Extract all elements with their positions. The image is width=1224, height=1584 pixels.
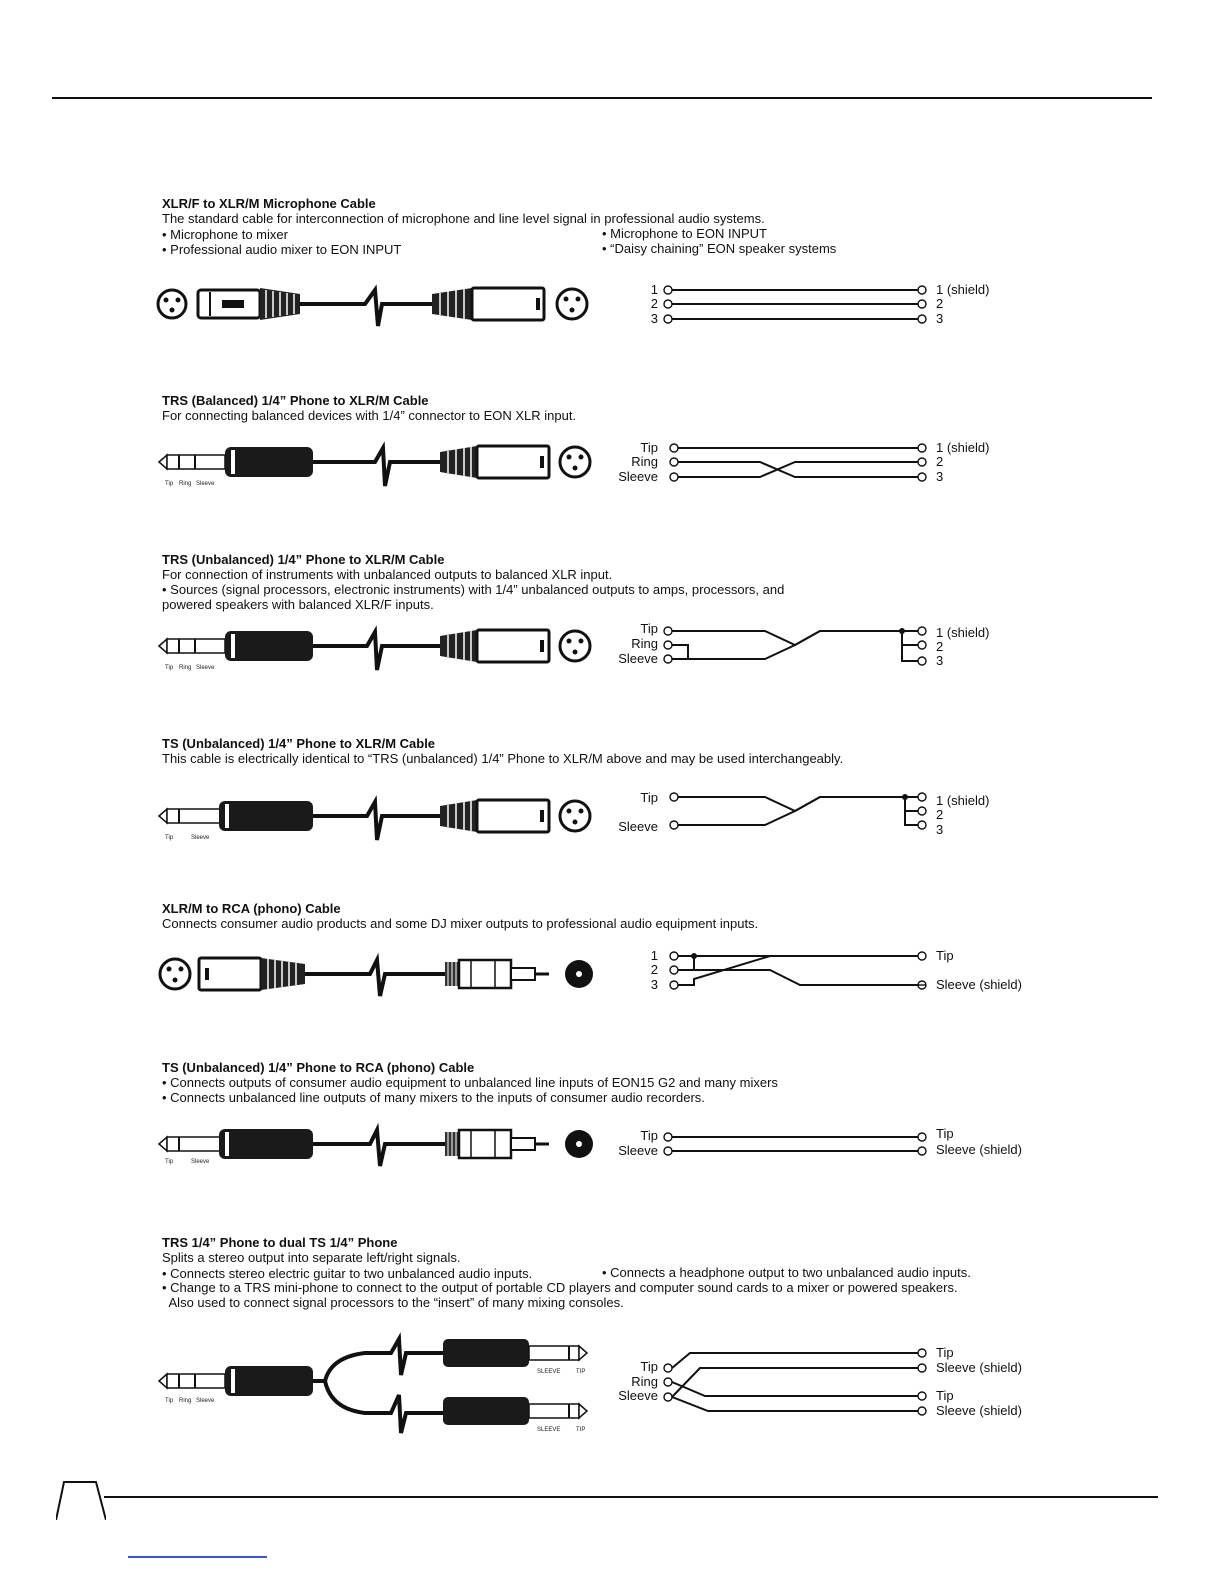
bullet-item: • Microphone to EON INPUT [602, 226, 767, 241]
trs-unbal-xlr-cable-illustration [155, 620, 605, 676]
plug-label: Sleeve [191, 1159, 210, 1165]
plug-label: Ring [179, 665, 192, 671]
trs-unbal-xlr-wiring-diagram [600, 621, 1030, 671]
section-description: Also used to connect signal processors to the “insert” of many mixing consoles. [162, 1295, 624, 1310]
wiring-right-label: 1 (shield) [936, 282, 990, 297]
wiring-left-label: Ring [631, 636, 658, 651]
wiring-right-label: 1 (shield) [936, 625, 990, 640]
section-title: TRS (Balanced) 1/4” Phone to XLR/M Cable [162, 393, 429, 408]
section-description: The standard cable for interconnection of microphone and line level signal in professional audio systems. [162, 211, 765, 226]
section-description: powered speakers with balanced XLR/F inputs. [162, 597, 434, 612]
section-ts-rca [162, 1060, 1062, 1105]
section-description: Connects consumer audio products and some DJ mixer outputs to professional audio equipment inputs. [162, 916, 759, 931]
section-description: Splits a stereo output into separate left/right signals. [162, 1250, 461, 1265]
wiring-right-label: Sleeve (shield) [936, 1403, 1022, 1418]
xlr-xlr-wiring-diagram [600, 280, 1030, 330]
plug-label: Sleeve [196, 1398, 215, 1404]
plug-label: TIP [576, 1369, 586, 1375]
plug-label: Tip [165, 1159, 174, 1165]
wiring-left-label: 2 [650, 962, 658, 977]
section-title: TRS (Unbalanced) 1/4” Phone to XLR/M Cable [162, 552, 445, 567]
wiring-left-label: Tip [640, 1359, 658, 1374]
wiring-left-label: Ring [631, 1374, 658, 1389]
ts-rca-cable-illustration [155, 1118, 605, 1174]
footer-rule [104, 1496, 1158, 1498]
wiring-right-label: Tip [936, 1388, 954, 1403]
wiring-left-label: Tip [640, 440, 658, 455]
xlr-rca-wiring-diagram [600, 946, 1030, 996]
footer-link-underline [128, 1556, 267, 1558]
wiring-left-label: 1 [650, 282, 658, 297]
wiring-right-label: 3 [936, 311, 944, 326]
section-xlr-rca [162, 901, 1062, 931]
wiring-right-label: 2 [936, 454, 944, 469]
plug-label: Tip [165, 1398, 174, 1404]
wiring-left-label: Sleeve [618, 469, 658, 484]
wiring-left-label: Tip [640, 790, 658, 805]
section-title: TS (Unbalanced) 1/4” Phone to XLR/M Cable [162, 736, 436, 751]
bullet-item: • Connects a headphone output to two unbalanced audio inputs. [602, 1265, 971, 1280]
section-ts-unbalanced-xlr [162, 736, 1062, 766]
section-trs-balanced-xlr [162, 393, 1062, 423]
trs-dual-ts-cable-illustration [155, 1335, 605, 1435]
section-title: XLR/F to XLR/M Microphone Cable [162, 196, 376, 211]
section-xlr-xlr [162, 196, 1062, 256]
wiring-right-label: Sleeve (shield) [936, 1360, 1022, 1375]
wiring-right-label: Sleeve (shield) [936, 977, 1022, 992]
plug-label: Sleeve [191, 835, 210, 841]
wiring-right-label: 2 [936, 807, 944, 822]
plug-label: Tip [165, 665, 174, 671]
bullet-row [162, 1265, 1162, 1280]
section-title: TRS 1/4” Phone to dual TS 1/4” Phone [162, 1235, 398, 1250]
section-description: • Change to a TRS mini-phone to connect to the output of portable CD players and computer sound cards to a mixer or powered speakers. [162, 1280, 958, 1295]
wiring-left-label: Sleeve [618, 819, 658, 834]
wiring-left-label: 3 [650, 977, 658, 992]
plug-label: Ring [179, 1398, 192, 1404]
wiring-left-label: Ring [631, 454, 658, 469]
wiring-right-label: 1 (shield) [936, 440, 990, 455]
wiring-right-label: 1 (shield) [936, 793, 990, 808]
section-title: XLR/M to RCA (phono) Cable [162, 901, 341, 916]
plug-label: Ring [179, 481, 192, 487]
wiring-left-label: Tip [640, 1128, 658, 1143]
plug-label: Sleeve [196, 665, 215, 671]
page-tab [56, 1478, 106, 1520]
wiring-right-label: 3 [936, 822, 944, 837]
wiring-left-label: Sleeve [618, 1388, 658, 1403]
section-description: • Connects outputs of consumer audio equipment to unbalanced line inputs of EON15 G2 and many mixers [162, 1075, 778, 1090]
ts-xlr-wiring-diagram [600, 788, 1030, 838]
section-description: • Connects unbalanced line outputs of many mixers to the inputs of consumer audio recorders. [162, 1090, 705, 1105]
bullet-item: • “Daisy chaining” EON speaker systems [602, 241, 837, 256]
wiring-right-label: 2 [936, 639, 944, 654]
plug-label: Tip [165, 835, 174, 841]
wiring-left-label: 2 [650, 296, 658, 311]
ts-rca-wiring-diagram [600, 1126, 1030, 1162]
section-description: This cable is electrically identical to “TRS (unbalanced) 1/4” Phone to XLR/M above and may be used interchangeably. [162, 751, 844, 766]
wiring-right-label: Tip [936, 948, 954, 963]
section-title: TS (Unbalanced) 1/4” Phone to RCA (phono) Cable [162, 1060, 475, 1075]
wiring-right-label: 3 [936, 469, 944, 484]
plug-label: TIP [576, 1427, 586, 1433]
plug-label: SLEEVE [537, 1369, 561, 1375]
bullet-row [162, 241, 1062, 256]
section-trs-unbalanced-xlr [162, 552, 1062, 612]
bullet-item: • Professional audio mixer to EON INPUT [162, 242, 402, 257]
wiring-left-label: Sleeve [618, 651, 658, 666]
ts-xlr-cable-illustration [155, 790, 605, 846]
bullet-item: • Microphone to mixer [162, 227, 288, 242]
plug-label: Sleeve [196, 481, 215, 487]
wiring-right-label: Tip [936, 1126, 954, 1141]
wiring-right-label: Sleeve (shield) [936, 1142, 1022, 1157]
wiring-right-label: Tip [936, 1345, 954, 1360]
xlr-xlr-cable-illustration [150, 272, 610, 342]
bullet-item: • Connects stereo electric guitar to two unbalanced audio inputs. [162, 1266, 533, 1281]
wiring-left-label: 3 [650, 311, 658, 326]
section-description: For connection of instruments with unbalanced outputs to balanced XLR input. [162, 567, 613, 582]
wiring-left-label: Tip [640, 621, 658, 636]
wiring-right-label: 2 [936, 296, 944, 311]
xlr-rca-cable-illustration [155, 946, 605, 1002]
wiring-left-label: Sleeve [618, 1143, 658, 1158]
header-rule [52, 97, 1152, 99]
trs-xlr-cable-illustration [155, 436, 605, 492]
section-trs-dual-ts [162, 1235, 1162, 1310]
wiring-right-label: 3 [936, 653, 944, 668]
bullet-row [162, 226, 1062, 241]
wiring-left-label: 1 [650, 948, 658, 963]
trs-dual-ts-wiring-diagram [600, 1343, 1030, 1419]
section-description: • Sources (signal processors, electronic instruments) with 1/4” unbalanced outputs to amps, processors, and [162, 582, 785, 597]
plug-label: Tip [165, 481, 174, 487]
trs-xlr-wiring-diagram [600, 438, 1030, 488]
plug-label: SLEEVE [537, 1427, 561, 1433]
section-description: For connecting balanced devices with 1/4” connector to EON XLR input. [162, 408, 577, 423]
